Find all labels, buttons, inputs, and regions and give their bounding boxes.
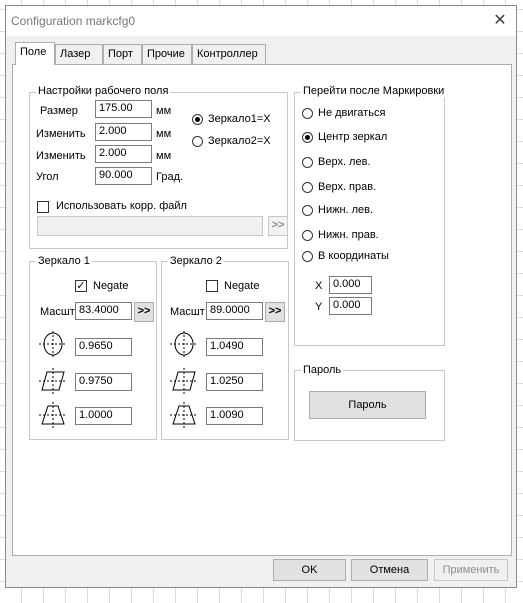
after-marking-title: Перейти после Маркировки [303, 85, 445, 97]
change1-field[interactable]: 2.000 [95, 123, 152, 141]
angle-unit: Град. [156, 171, 184, 183]
mirror1-scale-label: Масшт [40, 306, 75, 318]
mirror1-scale-field[interactable]: 83.4000 [75, 302, 132, 320]
close-icon[interactable]: ✕ [493, 12, 507, 29]
after-marking-option-5: Нижн. прав. [318, 229, 379, 241]
mirror1-title: Зеркало 1 [38, 255, 90, 267]
mirror2-x-label: Зеркало2=X [208, 135, 271, 147]
mirror1-coef1-field[interactable]: 0.9650 [75, 338, 132, 356]
angle-label: Угол [36, 171, 59, 183]
mirror1-x-label: Зеркало1=X [208, 113, 271, 125]
coord-x-label: X [315, 280, 323, 292]
mirror2-coef1-field[interactable]: 1.0490 [206, 338, 263, 356]
size-unit: мм [156, 105, 172, 117]
corr-file-label: Использовать корр. файл [56, 200, 187, 212]
mirror2-parallelogram-icon [170, 368, 202, 394]
ok-button[interactable]: OK [273, 559, 346, 581]
size-label: Размер [40, 105, 78, 117]
mirror1-parallelogram-icon [39, 368, 71, 394]
tab-other[interactable]: Прочие [142, 44, 192, 64]
mirror1-negate-checkbox[interactable]: ✓ [76, 280, 86, 292]
mirror1-coef2-field[interactable]: 0.9750 [75, 373, 132, 391]
tab-panel-field [12, 64, 512, 556]
after-marking-radio-0[interactable] [302, 108, 313, 119]
password-button[interactable]: Пароль [309, 391, 426, 419]
mirror2-circle-icon [170, 331, 202, 357]
after-marking-radio-3[interactable] [302, 182, 313, 193]
tab-field[interactable]: Поле [15, 42, 55, 65]
change2-field[interactable]: 2.000 [95, 145, 152, 163]
mirror2-radio[interactable] [192, 136, 203, 147]
tab-controller[interactable]: Контроллер [192, 44, 266, 64]
after-marking-radio-1[interactable] [302, 132, 313, 143]
coord-x-field[interactable]: 0.000 [329, 276, 372, 294]
mirror1-scale-button[interactable]: >> [134, 302, 154, 322]
mirror2-coef3-field[interactable]: 1.0090 [206, 407, 263, 425]
mirror2-negate-label: Negate [224, 280, 260, 292]
config-dialog [5, 5, 517, 588]
corr-file-browse-button[interactable]: >> [268, 216, 288, 236]
after-marking-radio-6[interactable] [302, 251, 313, 262]
mirror2-trapezoid-icon [170, 402, 202, 428]
mirror1-negate-label: Negate [93, 280, 129, 292]
corr-file-checkbox[interactable] [37, 201, 49, 213]
change2-label: Изменить [36, 150, 86, 162]
coord-y-label: Y [315, 301, 323, 313]
tab-laser[interactable]: Лазер [55, 44, 103, 64]
angle-field[interactable]: 90.000 [95, 167, 152, 185]
after-marking-option-3: Верх. прав. [318, 181, 377, 193]
cancel-button[interactable]: Отмена [351, 559, 428, 581]
after-marking-option-0: Не двигаться [318, 107, 386, 119]
window-title: Configuration markcfg0 [11, 14, 136, 28]
mirror1-radio[interactable] [192, 114, 203, 125]
after-marking-radio-2[interactable] [302, 157, 313, 168]
mirror2-scale-button[interactable]: >> [265, 302, 285, 322]
corr-file-path [37, 216, 263, 236]
after-marking-radio-4[interactable] [302, 205, 313, 216]
mirror1-circle-icon [39, 331, 71, 357]
after-marking-option-6: В координаты [318, 250, 389, 262]
after-marking-radio-5[interactable] [302, 230, 313, 241]
mirror2-coef2-field[interactable]: 1.0250 [206, 373, 263, 391]
field-settings-title: Настройки рабочего поля [38, 85, 169, 97]
mirror2-negate-checkbox[interactable] [206, 280, 218, 292]
change1-label: Изменить [36, 128, 86, 140]
mirror1-coef3-field[interactable]: 1.0000 [75, 407, 132, 425]
tab-port[interactable]: Порт [103, 44, 142, 64]
title-bar [6, 6, 516, 36]
mirror2-scale-field[interactable]: 89.0000 [206, 302, 263, 320]
mirror2-title: Зеркало 2 [170, 255, 222, 267]
after-marking-option-1: Центр зеркал [318, 131, 388, 143]
change2-unit: мм [156, 150, 172, 162]
apply-button[interactable]: Применить [434, 559, 508, 581]
after-marking-option-2: Верх. лев. [318, 156, 371, 168]
coord-y-field[interactable]: 0.000 [329, 297, 372, 315]
change1-unit: мм [156, 128, 172, 140]
size-field[interactable]: 175.00 [95, 100, 152, 118]
password-title: Пароль [303, 364, 342, 376]
after-marking-option-4: Нижн. лев. [318, 204, 374, 216]
mirror2-scale-label: Масшт [170, 306, 205, 318]
mirror1-trapezoid-icon [39, 402, 71, 428]
